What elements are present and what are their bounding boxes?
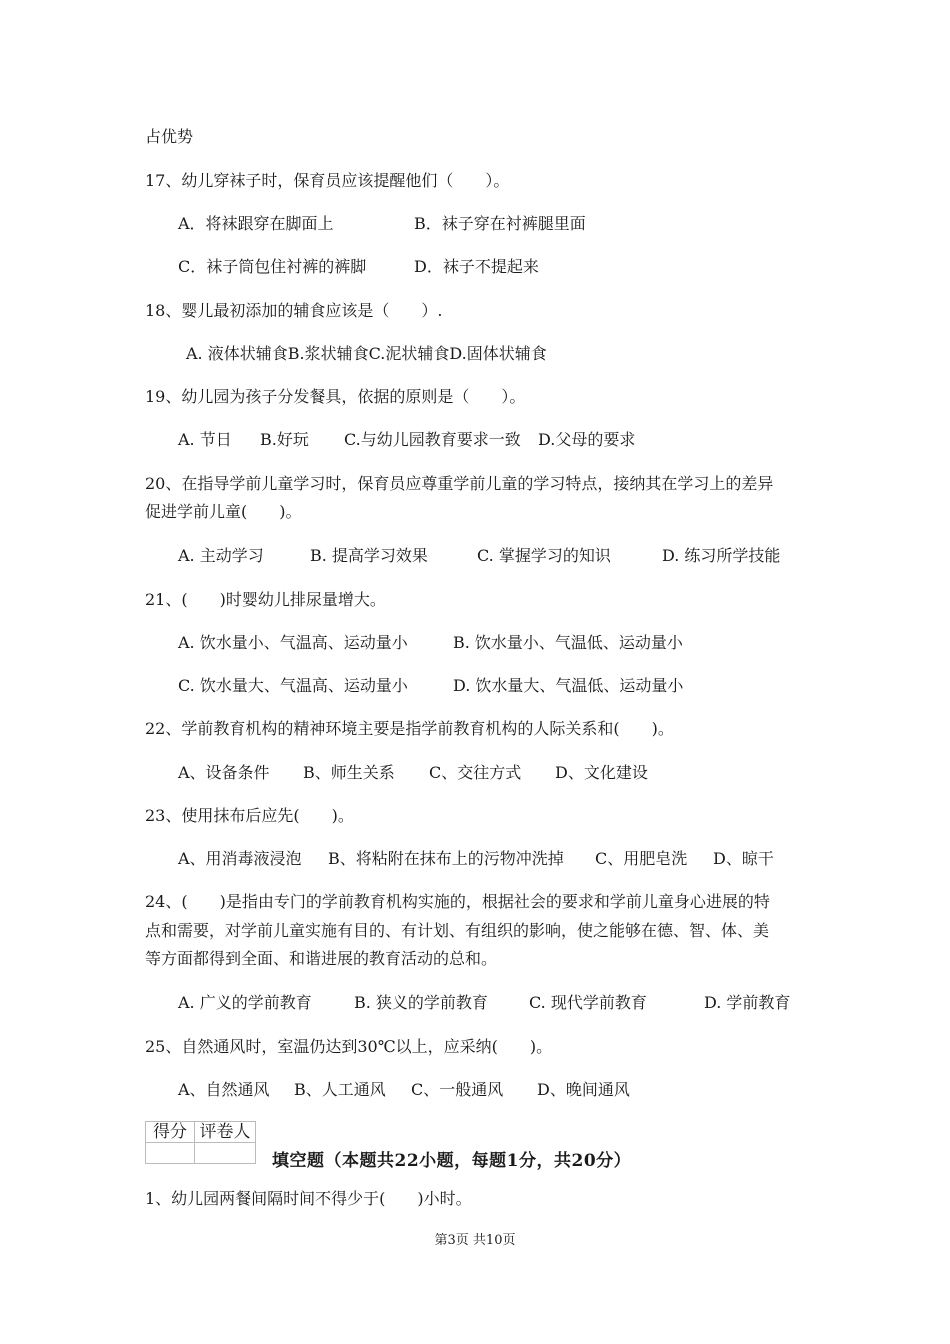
question-25-options	[178, 1080, 630, 1100]
question-22-stem: 22、学前教育机构的精神环境主要是指学前教育机构的人际关系和( )。	[145, 719, 674, 738]
option-a: A. 节日	[178, 430, 232, 449]
option-c: C、交往方式	[429, 763, 522, 782]
option-b: B.好玩	[260, 430, 309, 449]
option-b: B、将粘附在抹布上的污物冲洗掉	[328, 849, 564, 868]
option-d: D、晚间通风	[537, 1080, 630, 1099]
option-a: A、设备条件	[178, 763, 270, 782]
fill-question-1: 1、幼儿园两餐间隔时间不得少于( )小时。	[145, 1189, 472, 1208]
option-b: B．袜子穿在衬裤腿里面	[414, 214, 586, 233]
option-a: A、用消毒液浸泡	[178, 849, 302, 868]
option-d: D. 饮水量大、气温低、运动量小	[453, 676, 684, 695]
question-18-options	[186, 344, 547, 364]
question-19-stem: 19、幼儿园为孩子分发餐具，依据的原则是（ ）。	[145, 387, 526, 406]
option-c: C. 现代学前教育	[529, 993, 647, 1012]
question-17-options-row2	[178, 257, 539, 277]
option-c: C、一般通风	[411, 1080, 504, 1099]
option-c: C. 饮水量大、气温高、运动量小	[178, 676, 408, 695]
score-cell[interactable]	[146, 1143, 195, 1164]
question-24-options	[178, 993, 790, 1013]
option-c: C.与幼儿园教育要求一致	[344, 430, 521, 449]
option-a: A. 液体状辅食	[186, 344, 288, 363]
option-b: B、人工通风	[294, 1080, 386, 1099]
option-c: C.泥状辅食	[368, 344, 450, 363]
score-grader-table	[145, 1121, 256, 1164]
grader-cell[interactable]	[195, 1143, 256, 1164]
option-b: B. 提高学习效果	[310, 546, 428, 565]
option-a: A．将袜跟穿在脚面上	[178, 214, 334, 233]
option-a: A. 主动学习	[178, 546, 264, 565]
option-d: D. 学前教育	[704, 993, 791, 1012]
question-22-options	[178, 763, 648, 783]
question-21-stem: 21、( )时婴幼儿排尿量增大。	[145, 590, 386, 609]
option-b: B. 饮水量小、气温低、运动量小	[453, 633, 683, 652]
option-d: D.父母的要求	[538, 430, 636, 449]
option-c: C. 掌握学习的知识	[477, 546, 611, 565]
question-20-options	[178, 546, 780, 566]
question-20-stem: 20、在指导学前儿童学习时，保育员应尊重学前儿童的学习特点，接纳其在学习上的差异	[145, 474, 774, 493]
option-c: C、用肥皂洗	[595, 849, 688, 868]
question-17-stem: 17、幼儿穿袜子时，保育员应该提醒他们（ ）。	[145, 171, 510, 190]
question-17-options-row1	[178, 214, 586, 234]
page-footer: 第3页 共10页	[434, 1233, 516, 1248]
question-23-options	[178, 849, 774, 869]
option-a: A. 广义的学前教育	[178, 993, 312, 1012]
section-title: 填空题（本题共22小题，每题1分，共20分）	[272, 1151, 632, 1171]
score-label: 得分	[146, 1122, 195, 1143]
continuation-text: 占优势	[145, 127, 194, 146]
option-d: D.固体状辅食	[449, 344, 547, 363]
question-19-options	[178, 430, 635, 450]
grader-label: 评卷人	[195, 1122, 256, 1143]
option-b: B. 狭义的学前教育	[354, 993, 488, 1012]
option-d: D. 练习所学技能	[662, 546, 781, 565]
option-b: B.浆状辅食	[287, 344, 369, 363]
option-c: C．袜子筒包住衬裤的裤脚	[178, 257, 367, 276]
question-25-stem: 25、自然通风时，室温仍达到30℃以上，应采纳( )。	[145, 1037, 553, 1056]
question-18-stem: 18、婴儿最初添加的辅食应该是（ ）.	[145, 301, 443, 320]
question-23-stem: 23、使用抹布后应先( )。	[145, 806, 354, 825]
question-21-options-row2	[178, 676, 683, 696]
question-24-stem-line3: 等方面都得到全面、和谐进展的教育活动的总和。	[145, 949, 498, 968]
option-b: B、师生关系	[303, 763, 395, 782]
option-d: D．袜子不提起来	[414, 257, 539, 276]
option-a: A、自然通风	[178, 1080, 270, 1099]
option-d: D、晾干	[713, 849, 774, 868]
question-21-options-row1	[178, 633, 683, 653]
option-a: A. 饮水量小、气温高、运动量小	[178, 633, 408, 652]
option-d: D、文化建设	[555, 763, 648, 782]
question-20-stem-line2: 促进学前儿童( )。	[145, 502, 302, 521]
question-24-stem-line2: 点和需要，对学前儿童实施有目的、有计划、有组织的影响，使之能够在德、智、体、美	[145, 921, 770, 940]
question-24-stem: 24、( )是指由专门的学前教育机构实施的，根据社会的要求和学前儿童身心进展的特	[145, 892, 770, 911]
